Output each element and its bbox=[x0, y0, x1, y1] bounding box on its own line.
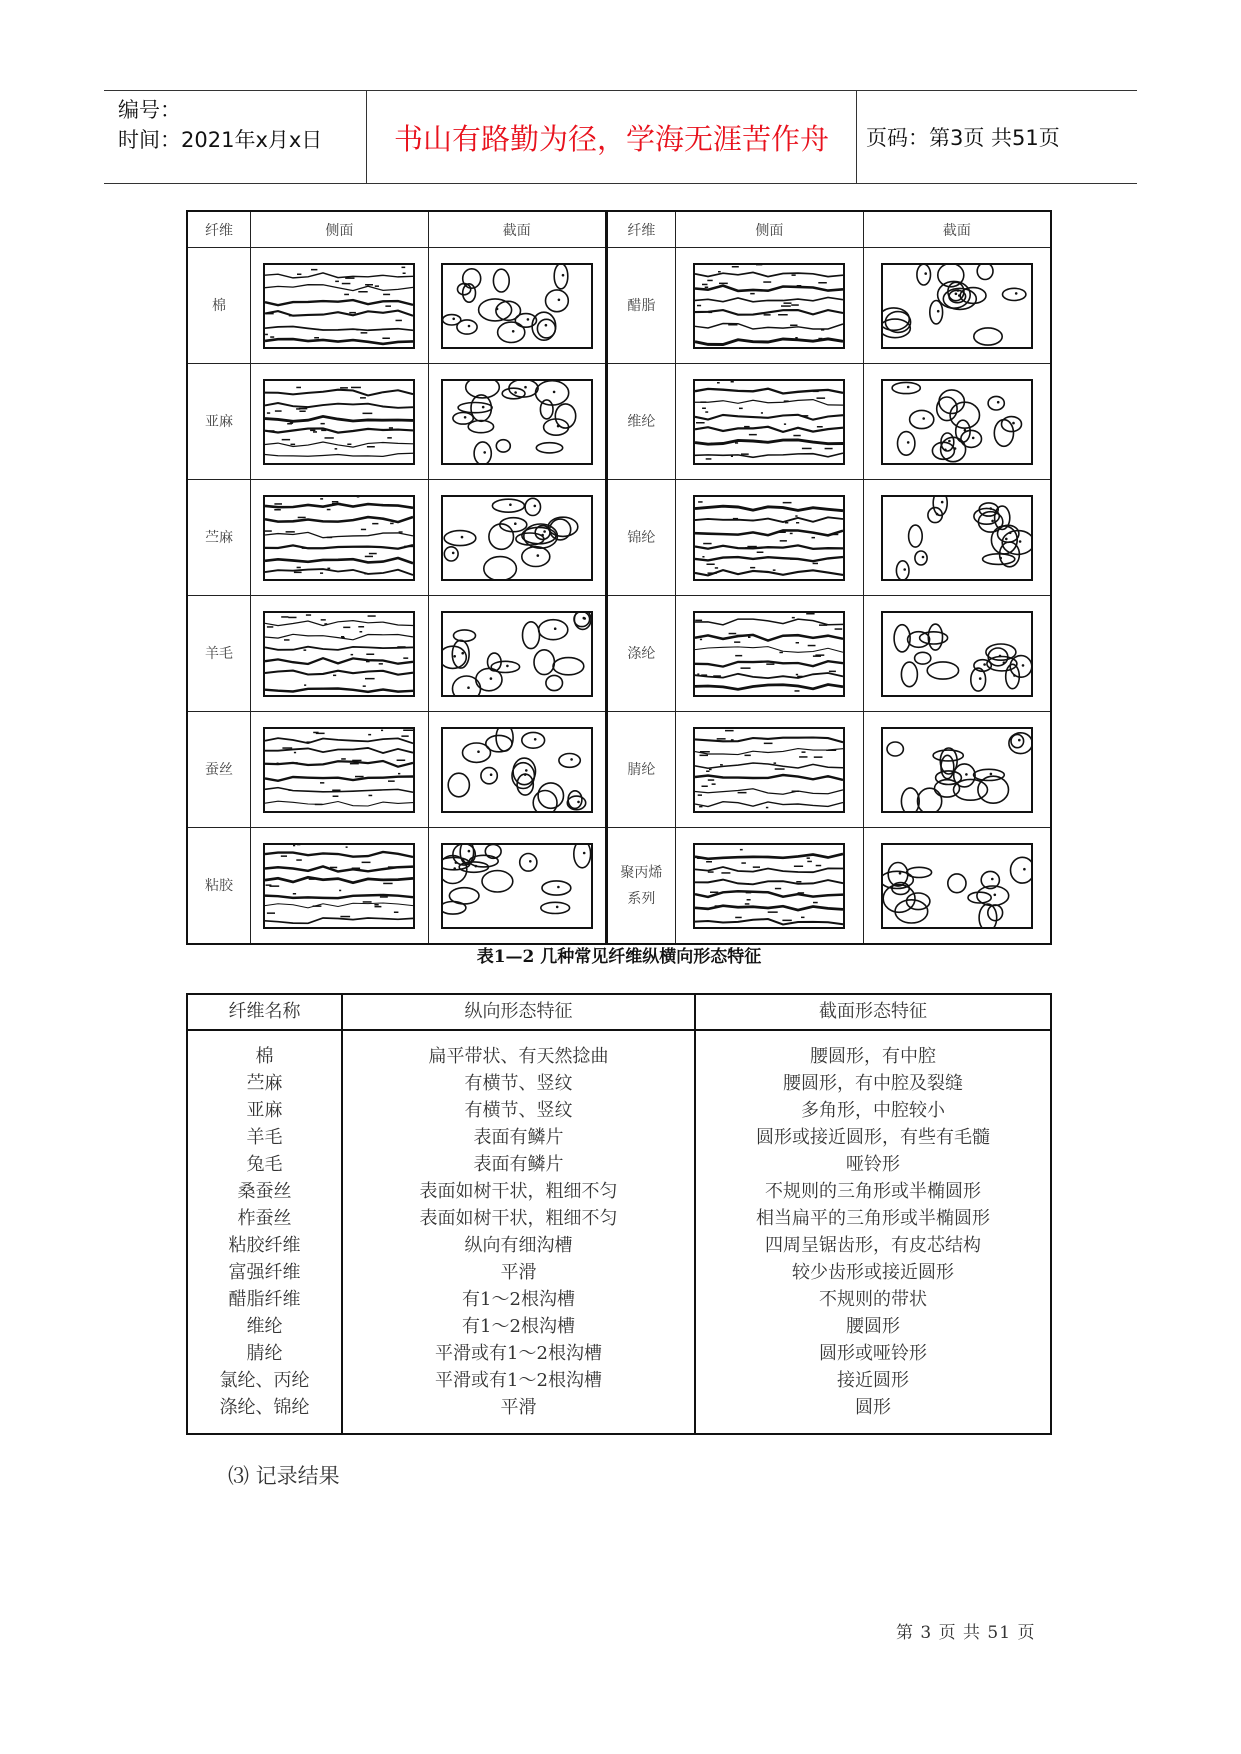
section-micrograph bbox=[863, 364, 1051, 480]
side-micrograph bbox=[676, 712, 864, 828]
fiber-table-body bbox=[187, 248, 1051, 945]
table-row bbox=[187, 248, 1051, 364]
fiber-name-line: 聚丙烯 bbox=[620, 864, 663, 881]
table-row bbox=[187, 480, 1051, 596]
side-view-image bbox=[693, 495, 845, 581]
header-longitudinal: 纵向形态特征 bbox=[464, 1001, 573, 1022]
section-micrograph bbox=[428, 248, 606, 364]
side-micrograph bbox=[251, 364, 429, 480]
cross-section-image bbox=[441, 843, 593, 929]
fiber-name-cell: 涤纶、锦纶 bbox=[219, 1397, 310, 1418]
longitudinal-feature-cell: 平滑或有1～2根沟槽 bbox=[435, 1370, 602, 1391]
cross-section-feature-cell: 接近圆形 bbox=[837, 1370, 909, 1391]
side-view-image bbox=[693, 611, 845, 697]
fiber-name-column bbox=[188, 1043, 341, 1421]
fiber-name: 棉 bbox=[187, 248, 251, 364]
page-footer: 第 3 页 共 51 页 bbox=[896, 1623, 1036, 1643]
doc-number-label: 编号： bbox=[118, 98, 181, 122]
longitudinal-feature-cell: 有横节、竖纹 bbox=[464, 1100, 573, 1121]
side-view-image bbox=[263, 495, 415, 581]
header-motto: 书山有路勤为径，学海无涯苦作舟 bbox=[393, 121, 829, 156]
cross-section-image bbox=[441, 727, 593, 813]
fiber-property-table bbox=[186, 993, 1052, 1435]
side-micrograph bbox=[251, 248, 429, 364]
cross-section-image bbox=[881, 611, 1033, 697]
fiber-name-cell: 富强纤维 bbox=[228, 1262, 301, 1283]
longitudinal-feature-cell: 表面如树干状，粗细不匀 bbox=[419, 1181, 618, 1202]
table-row bbox=[187, 828, 1051, 945]
side-view-image bbox=[693, 379, 845, 465]
side-micrograph bbox=[676, 596, 864, 712]
cross-section-feature-cell: 圆形 bbox=[855, 1397, 891, 1418]
fiber-name: 醋脂 bbox=[606, 248, 676, 364]
cross-section-feature-cell: 四周呈锯齿形，有皮芯结构 bbox=[765, 1235, 981, 1256]
cross-section-image bbox=[441, 263, 593, 349]
header-divider bbox=[856, 91, 857, 183]
cross-section-image bbox=[881, 843, 1033, 929]
fiber-name: 羊毛 bbox=[187, 596, 251, 712]
side-micrograph bbox=[251, 596, 429, 712]
longitudinal-feature-cell: 有横节、竖纹 bbox=[464, 1073, 573, 1094]
longitudinal-feature-cell: 表面有鳞片 bbox=[473, 1154, 564, 1175]
section-micrograph bbox=[863, 596, 1051, 712]
fiber-name-line: 系列 bbox=[627, 890, 656, 907]
side-view-image bbox=[693, 727, 845, 813]
longitudinal-feature-cell: 扁平带状、有天然捻曲 bbox=[428, 1046, 609, 1067]
fiber-table-header bbox=[187, 211, 1051, 248]
fiber-name-cell: 兔毛 bbox=[246, 1154, 283, 1175]
fiber-name: 粘胶 bbox=[187, 828, 251, 945]
side-micrograph bbox=[251, 712, 429, 828]
section-micrograph bbox=[428, 712, 606, 828]
longitudinal-feature-cell: 平滑 bbox=[500, 1397, 537, 1418]
cross-section-feature-cell: 不规则的三角形或半椭圆形 bbox=[765, 1181, 981, 1202]
side-view-image bbox=[263, 727, 415, 813]
cross-section-column bbox=[696, 1043, 1050, 1421]
col-header-fiber: 纤维 bbox=[606, 211, 676, 248]
longitudinal-feature-cell: 平滑 bbox=[500, 1262, 537, 1283]
longitudinal-feature-cell: 纵向有细沟槽 bbox=[464, 1235, 573, 1256]
cross-section-image bbox=[881, 379, 1033, 465]
cross-section-feature-cell: 较少齿形或接近圆形 bbox=[792, 1262, 954, 1283]
section-micrograph bbox=[863, 712, 1051, 828]
cross-section-image bbox=[881, 495, 1033, 581]
fiber-name: 蚕丝 bbox=[187, 712, 251, 828]
fiber-name-cell: 亚麻 bbox=[246, 1100, 283, 1121]
section-micrograph bbox=[863, 828, 1051, 945]
side-micrograph bbox=[251, 828, 429, 945]
section-micrograph bbox=[428, 596, 606, 712]
col-header-fiber: 纤维 bbox=[187, 211, 251, 248]
fiber-name: 涤纶 bbox=[606, 596, 676, 712]
side-view-image bbox=[693, 843, 845, 929]
header-meta bbox=[118, 95, 322, 155]
cross-section-feature-cell: 不规则的带状 bbox=[819, 1289, 927, 1310]
longitudinal-feature-cell: 平滑或有1～2根沟槽 bbox=[435, 1343, 602, 1364]
cross-section-image bbox=[441, 611, 593, 697]
fiber-image-table bbox=[186, 210, 1052, 945]
longitudinal-feature-cell: 表面有鳞片 bbox=[473, 1127, 564, 1148]
cross-section-feature-cell: 腰圆形 bbox=[846, 1316, 900, 1337]
page-header bbox=[104, 90, 1137, 184]
cross-section-feature-cell: 腰圆形，有中腔及裂缝 bbox=[783, 1073, 963, 1094]
side-micrograph bbox=[676, 248, 864, 364]
col-header-side: 侧面 bbox=[676, 211, 864, 248]
side-view-image bbox=[693, 263, 845, 349]
fiber-name-cell: 桑蚕丝 bbox=[237, 1181, 292, 1202]
table-row bbox=[187, 712, 1051, 828]
side-micrograph bbox=[676, 480, 864, 596]
fiber-name: 苎麻 bbox=[187, 480, 251, 596]
cross-section-image bbox=[881, 727, 1033, 813]
fiber-name: 锦纶 bbox=[606, 480, 676, 596]
section-micrograph bbox=[428, 364, 606, 480]
cross-section-image bbox=[441, 495, 593, 581]
fiber-name-cell: 腈纶 bbox=[246, 1343, 283, 1364]
section-micrograph bbox=[863, 480, 1051, 596]
longitudinal-feature-cell: 有1～2根沟槽 bbox=[462, 1289, 575, 1310]
side-view-image bbox=[263, 611, 415, 697]
longitudinal-feature-cell: 表面如树干状，粗细不匀 bbox=[419, 1208, 618, 1229]
cross-section-image bbox=[881, 263, 1033, 349]
fiber-name: 维纶 bbox=[606, 364, 676, 480]
col-header-section: 截面 bbox=[863, 211, 1051, 248]
fiber-name-cell: 维纶 bbox=[246, 1316, 283, 1337]
cross-section-feature-cell: 腰圆形，有中腔 bbox=[810, 1046, 936, 1067]
header-page-code: 页码：第3页 共51页 bbox=[866, 126, 1060, 150]
fiber-name-cell: 氯纶、丙纶 bbox=[219, 1370, 310, 1391]
cross-section-feature-cell: 圆形或接近圆形，有些有毛髓 bbox=[756, 1127, 990, 1148]
col-header-side: 侧面 bbox=[251, 211, 429, 248]
header-fiber-name: 纤维名称 bbox=[228, 1001, 301, 1022]
fiber-name-cell: 粘胶纤维 bbox=[228, 1235, 301, 1256]
side-view-image bbox=[263, 843, 415, 929]
side-micrograph bbox=[676, 828, 864, 945]
cross-section-feature-cell: 多角形，中腔较小 bbox=[801, 1100, 945, 1121]
fiber-name: 亚麻 bbox=[187, 364, 251, 480]
cross-section-image bbox=[441, 379, 593, 465]
fiber-name-multiline bbox=[606, 828, 676, 945]
section-micrograph bbox=[863, 248, 1051, 364]
fiber-name-cell: 柞蚕丝 bbox=[237, 1208, 292, 1229]
fiber-name-cell: 棉 bbox=[255, 1046, 274, 1067]
section-micrograph bbox=[428, 828, 606, 945]
longitudinal-feature-cell: 有1～2根沟槽 bbox=[462, 1316, 575, 1337]
fiber-name: 腈纶 bbox=[606, 712, 676, 828]
table-row bbox=[187, 364, 1051, 480]
section-micrograph bbox=[428, 480, 606, 596]
side-view-image bbox=[263, 263, 415, 349]
cross-section-feature-cell: 哑铃形 bbox=[846, 1154, 900, 1175]
fiber-name-cell: 羊毛 bbox=[246, 1127, 283, 1148]
record-results-note: ⑶ 记录结果 bbox=[228, 1464, 340, 1488]
fiber-name-cell: 苎麻 bbox=[246, 1073, 283, 1094]
table-row bbox=[187, 596, 1051, 712]
side-micrograph bbox=[251, 480, 429, 596]
doc-time-label: 时间：2021年x月x日 bbox=[118, 128, 323, 152]
side-view-image bbox=[263, 379, 415, 465]
side-micrograph bbox=[676, 364, 864, 480]
cross-section-feature-cell: 圆形或哑铃形 bbox=[819, 1343, 927, 1364]
longitudinal-column bbox=[343, 1043, 694, 1421]
header-cross-section: 截面形态特征 bbox=[819, 1001, 927, 1022]
table-caption: 表1—2 几种常见纤维纵横向形态特征 bbox=[476, 947, 762, 967]
fiber-name-cell: 醋脂纤维 bbox=[228, 1289, 301, 1310]
cross-section-feature-cell: 相当扁平的三角形或半椭圆形 bbox=[756, 1208, 990, 1229]
col-header-section: 截面 bbox=[428, 211, 606, 248]
